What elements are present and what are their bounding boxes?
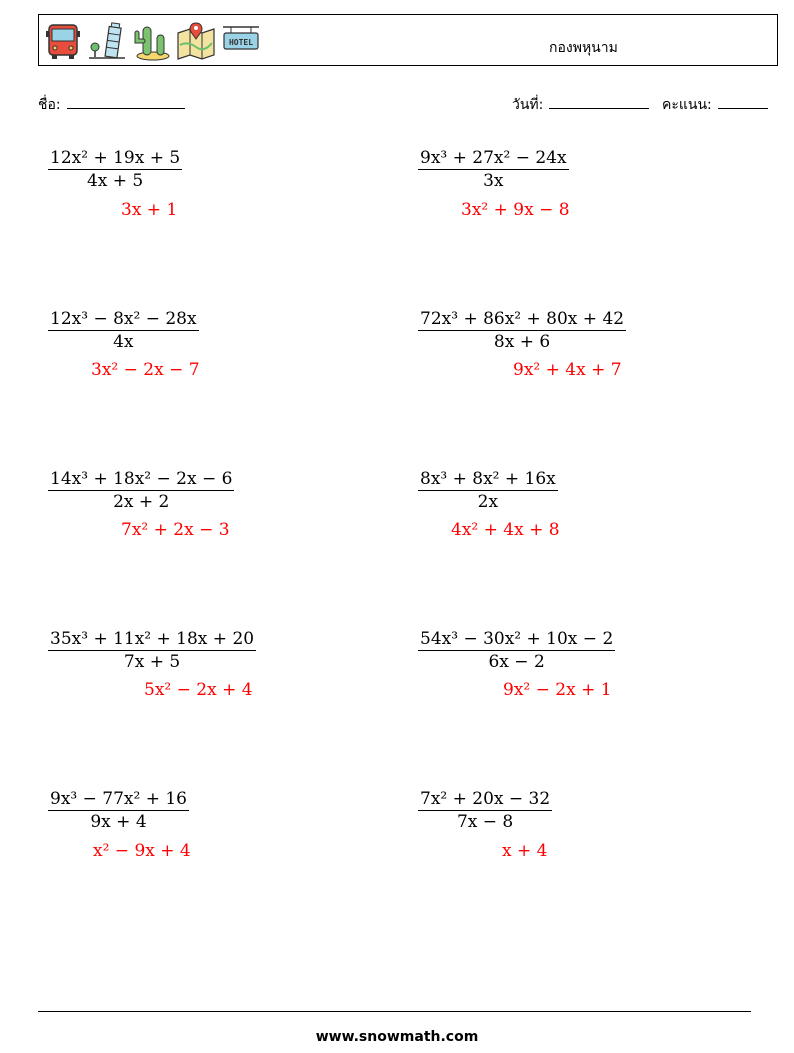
numerator: 72x³ + 86x² + 80x + 42 <box>420 309 625 329</box>
bus-icon <box>43 21 83 61</box>
header-box <box>38 14 778 66</box>
problem-10 <box>418 788 552 861</box>
numerator: 12x³ − 8x² − 28x <box>50 309 197 329</box>
problem-9 <box>48 788 191 861</box>
answer: 9x² + 4x + 7 <box>513 360 622 380</box>
problem-1 <box>48 147 182 220</box>
leaning-tower-icon <box>87 21 127 61</box>
score-field <box>662 94 768 116</box>
answer: 9x² − 2x + 1 <box>503 680 612 700</box>
problem-3 <box>48 308 200 380</box>
denominator: 2x <box>477 492 499 512</box>
date-field <box>512 94 649 116</box>
fraction <box>48 788 189 833</box>
fraction <box>48 468 234 513</box>
footer-divider <box>38 1011 751 1012</box>
denominator: 3x <box>483 171 504 191</box>
numerator: 35x³ + 11x² + 18x + 20 <box>50 629 255 649</box>
hotel-sign-icon <box>221 21 261 61</box>
fraction <box>418 788 552 833</box>
worksheet-title: กองพหุนาม <box>549 40 618 56</box>
numerator: 9x³ + 27x² − 24x <box>420 148 567 168</box>
denominator: 4x + 5 <box>86 171 144 191</box>
fraction <box>48 628 256 673</box>
problem-2 <box>418 147 570 220</box>
date-label: วันที่: <box>512 97 544 113</box>
denominator: 6x − 2 <box>488 652 545 672</box>
fraction <box>418 628 615 673</box>
denominator: 7x + 5 <box>123 652 181 672</box>
answer: 3x² − 2x − 7 <box>91 360 200 380</box>
name-label: ชื่อ: <box>38 97 61 113</box>
fraction <box>418 468 558 513</box>
answer: 3x² + 9x − 8 <box>461 200 570 220</box>
score-label: คะแนน: <box>662 97 712 113</box>
cactus-icon <box>131 21 171 61</box>
problem-8 <box>418 628 615 700</box>
score-blank <box>718 94 768 109</box>
fraction <box>48 308 199 353</box>
answer: 3x + 1 <box>121 200 178 220</box>
answer: 7x² + 2x − 3 <box>121 520 230 540</box>
fraction <box>48 147 182 192</box>
problem-6 <box>418 468 560 540</box>
answer: 5x² − 2x + 4 <box>144 680 253 700</box>
answer: x² − 9x + 4 <box>93 841 191 861</box>
footer-url: www.snowmath.com <box>315 1029 479 1045</box>
numerator: 12x² + 19x + 5 <box>50 148 181 168</box>
denominator: 8x + 6 <box>493 332 551 352</box>
numerator: 8x³ + 8x² + 16x <box>420 469 556 489</box>
answer: 4x² + 4x + 8 <box>451 520 560 540</box>
problem-7 <box>48 628 256 700</box>
numerator: 54x³ − 30x² + 10x − 2 <box>420 629 614 649</box>
denominator: 4x <box>113 332 134 352</box>
date-blank <box>549 94 649 109</box>
problem-5 <box>48 468 234 540</box>
denominator: 2x + 2 <box>113 492 170 512</box>
numerator: 9x³ − 77x² + 16 <box>50 789 187 809</box>
numerator: 7x² + 20x − 32 <box>420 789 551 809</box>
fraction <box>418 147 569 192</box>
numerator: 14x³ + 18x² − 2x − 6 <box>50 469 233 489</box>
problem-4 <box>418 308 626 380</box>
svg-text:HOTEL: HOTEL <box>228 38 254 47</box>
fraction <box>418 308 626 353</box>
map-pin-icon <box>176 21 216 61</box>
answer: x + 4 <box>502 841 548 861</box>
denominator: 9x + 4 <box>90 812 147 832</box>
name-field <box>38 94 185 116</box>
denominator: 7x − 8 <box>456 812 514 832</box>
name-blank <box>67 94 185 109</box>
